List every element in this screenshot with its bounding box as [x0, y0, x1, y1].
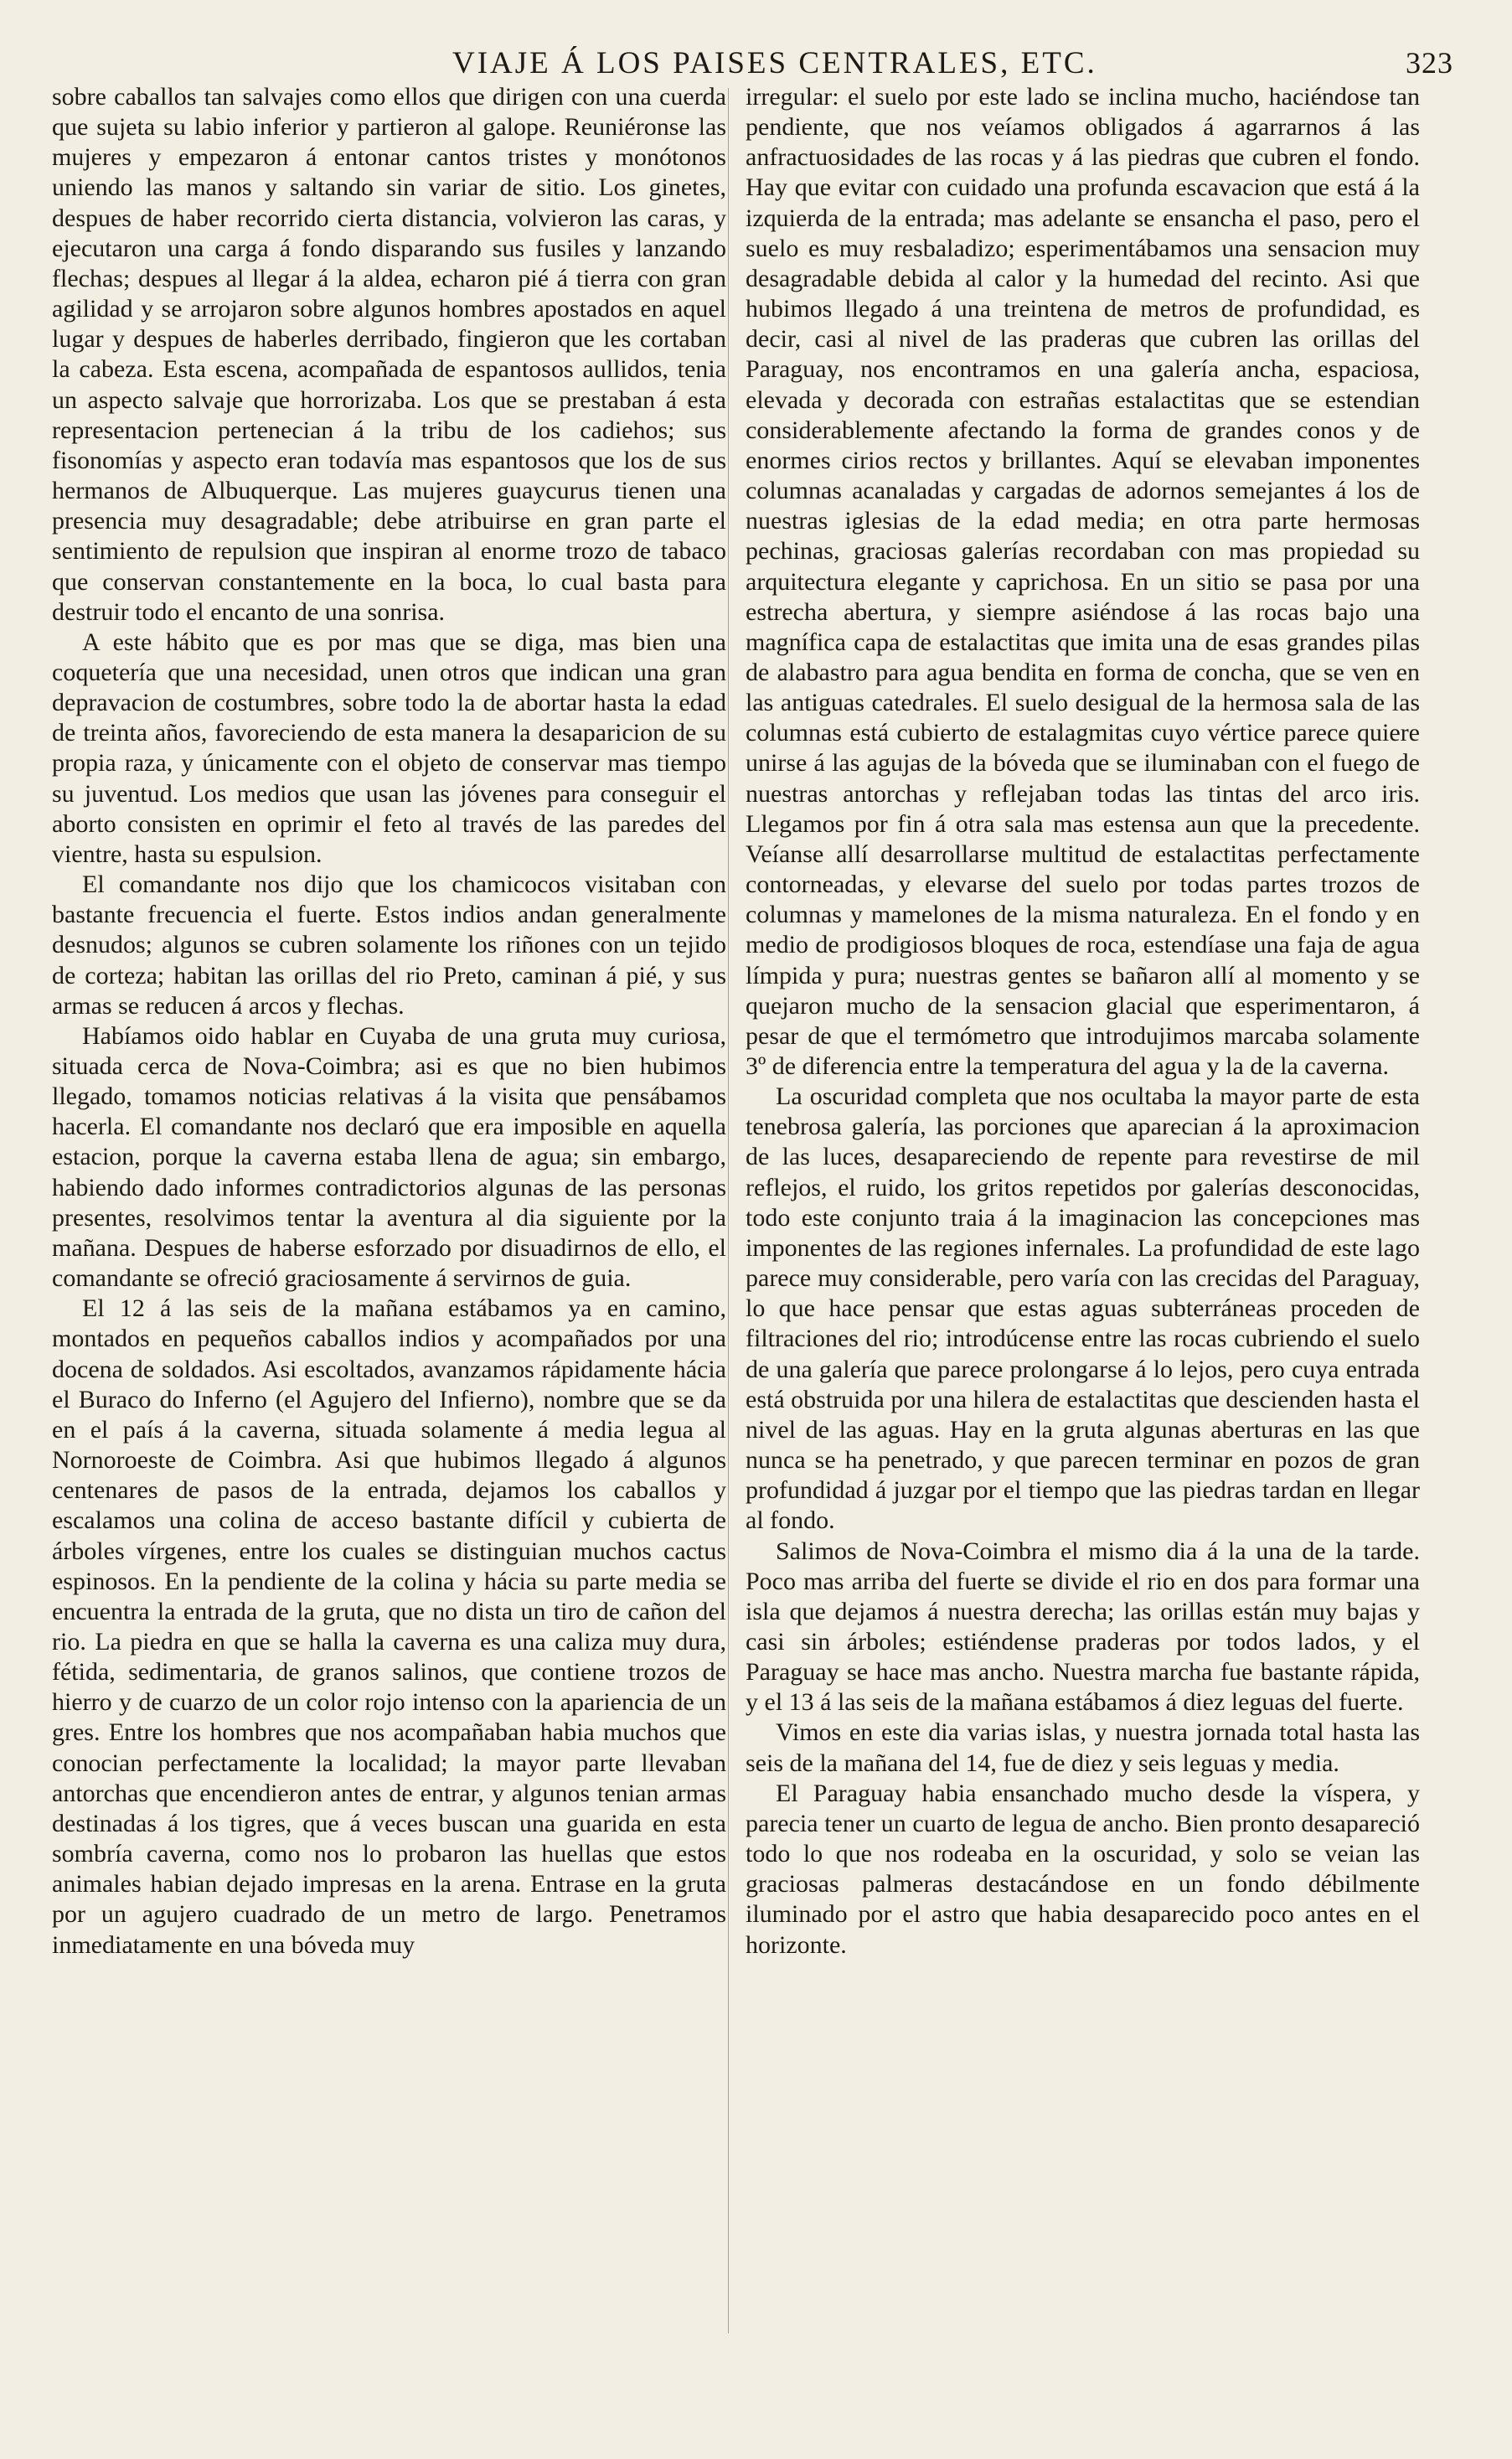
column-divider: [728, 88, 729, 2333]
running-head: [452, 44, 1453, 82]
paragraph: A este hábito que es por mas que se diga, mas bien una coquetería que una necesidad, unen otros que indican una gran depravacion de costumbres, sobre todo la de abortar hasta la edad de treinta años, favoreciendo de esta manera la desaparicion de su propia raza, y únicamente con el objeto de conservar mas tiempo su juventud. Los medios que usan las jóvenes para conseguir el aborto consisten en oprimir el feto al través de las paredes del vientre, hasta su espulsion.: [52, 628, 726, 868]
paragraph: La oscuridad completa que nos ocultaba la mayor parte de esta tenebrosa galería, las porciones que aparecian á la aproximacion de las luces, desapareciendo de repente para revestirse de mil reflejos, el ruido, los gritos repetidos por galerías desconocidas, todo este conjunto traia á la imaginacion las concepciones mas imponentes de las regiones infernales. La profundidad de este lago parece muy considerable, pero varía con las crecidas del Paraguay, lo que hace pensar que estas aguas subterráneas proceden de filtraciones del rio; introdúcense entre las rocas cubriendo el suelo de una galería que parece prolongarse á lo lejos, pero cuya entrada está obstruida por una hilera de estalactitas que descienden hasta el nivel de las aguas. Hay en la gruta algunas aberturas en las que nunca se ha penetrado, y que parecen terminar en pozos de gran profundidad á juzgar por el tiempo que las piedras tardan en llegar al fondo.: [746, 1082, 1420, 1535]
page-number: 323: [1406, 46, 1453, 80]
paragraph: sobre caballos tan salvajes como ellos que dirigen con una cuerda que sujeta su labio inferior y partieron al galope. Reuniéronse las mujeres y empezaron á entonar cantos tristes y monótonos uniendo las manos y saltando sin variar de sitio. Los ginetes, despues de haber recorrido cierta distancia, volvieron las caras, y ejecutaron una carga á fondo disparando sus fusiles y lanzando flechas; despues al llegar á la aldea, echaron pié á tierra con gran agilidad y se arrojaron sobre algunos hombres apostados en aquel lugar y despues de haberles derribado, fingieron que les cortaban la cabeza. Esta escena, acompañada de espantosos aullidos, tenia un aspecto salvaje que horrorizaba. Los que se prestaban á esta representacion pertenecian á la tribu de los cadiehos; sus fisonomías y aspecto eran todavía mas espantosos que los de sus hermanos de Albuquerque. Las mujeres guaycurus tienen una presencia muy desagradable; debe atribuirse en gran parte el sentimiento de repulsion que inspiran al enorme trozo de tabaco que conservan constantemente en la boca, lo cual basta para destruir todo el encanto de una sonrisa.: [52, 83, 726, 626]
left-column: [52, 82, 726, 2428]
paragraph: El comandante nos dijo que los chamicocos visitaban con bastante frecuencia el fuerte. Estos indios andan generalmente desnudos; algunos se cubren solamente los riñones con un tejido de corteza; habitan las orillas del rio Preto, caminan á pié, y sus armas se reducen á arcos y flechas.: [52, 870, 726, 1020]
right-column: [746, 82, 1420, 2428]
paragraph: irregular: el suelo por este lado se inclina mucho, haciéndose tan pendiente, que nos veíamos obligados á agarrarnos á las anfractuosidades de las rocas y á las piedras que cubren el fondo. Hay que evitar con cuidado una profunda escavacion que está á la izquierda de la entrada; mas adelante se ensancha el paso, pero el suelo es muy resbaladizo; esperimentábamos una sensacion muy desagradable debida al calor y la humedad del recinto. Asi que hubimos llegado á una treintena de metros de profundidad, es decir, casi al nivel de las praderas que cubren las orillas del Paraguay, nos encontramos en una galería ancha, espaciosa, elevada y decorada con estrañas estalactitas que se estendian considerablemente afectando la forma de grandes conos y de enormes cirios rectos y brillantes. Aquí se elevaban imponentes columnas acanaladas y cargadas de adornos semejantes á los de nuestras iglesias de la edad media; en otra parte hermosas pechinas, graciosas galerías recordaban con mas propiedad su arquitectura elegante y caprichosa. En un sitio se pasa por una estrecha abertura, y siempre asiéndose á las rocas bajo una magnífica capa de estalactitas que imita una de esas grandes pilas de alabastro para agua bendita en forma de concha, que se ven en las antiguas catedrales. El suelo desigual de la hermosa sala de las columnas está cubierto de estalagmitas cuyo vértice parece quiere unirse á las agujas de la bóveda que se iluminaban con el fuego de nuestras antorchas y reflejaban todas las tintas del arco iris. Llegamos por fin á otra sala mas estensa aun que la precedente. Veíanse allí desarrollarse multitud de estalactitas perfectamente contorneadas, y elevarse del suelo por todas partes trozos de columnas y mamelones de la misma naturaleza. En el fondo y en medio de prodigiosos bloques de roca, estendíase una faja de agua límpida y pura; nuestras gentes se bañaron allí al momento y se quejaron mucho de la sensacion glacial que esperimentaron, á pesar de que el termómetro que introdujimos marcaba solamente 3º de diferencia entre la temperatura del agua y la de la caverna.: [746, 83, 1420, 1080]
paragraph: Salimos de Nova-Coimbra el mismo dia á la una de la tarde. Poco mas arriba del fuerte se divide el rio en dos para formar una isla que dejamos á nuestra derecha; las orillas están muy bajas y casi sin árboles; estiéndense praderas por todos lados, y el Paraguay se hace mas ancho. Nuestra marcha fue bastante rápida, y el 13 á las seis de la mañana estábamos á diez leguas del fuerte.: [746, 1537, 1420, 1717]
paragraph: Vimos en este dia varias islas, y nuestra jornada total hasta las seis de la mañana del 14, fue de diez y seis leguas y media.: [746, 1718, 1420, 1777]
paragraph: El 12 á las seis de la mañana estábamos ya en camino, montados en pequeños caballos indios y acompañados por una docena de soldados. Asi escoltados, avanzamos rápidamente hácia el Buraco do Inferno (el Agujero del Infierno), nombre que se da en el país á la caverna, situada solamente á media legua al Nornoroeste de Coimbra. Asi que hubimos llegado á algunos centenares de pasos de la entrada, dejamos los caballos y escalamos una colina de acceso bastante difícil y cubierta de árboles vírgenes, entre los cuales se distinguian muchos cactus espinosos. En la pendiente de la colina y hácia su parte media se encuentra la entrada de la gruta, que no dista un tiro de cañon del rio. La piedra en que se halla la caverna es una caliza muy dura, fétida, sedimentaria, de granos salinos, que contiene trozos de hierro y de cuarzo de un color rojo intenso con la apariencia de un gres. Entre los hombres que nos acompañaban habia muchos que conocian perfectamente la localidad; la mayor parte llevaban antorchas que encendieron antes de entrar, y algunos tenian armas destinadas á los tigres, que á veces buscan una guarida en esta sombría caverna, como nos lo probaron las huellas que estos animales habian dejado impresas en la arena. Entrase en la gruta por un agujero cuadrado de un metro de largo. Penetramos inmediatamente en una bóveda muy: [52, 1294, 726, 1959]
paragraph: Habíamos oido hablar en Cuyaba de una gruta muy curiosa, situada cerca de Nova-Coimbra; asi es que no bien hubimos llegado, tomamos noticias relativas á la visita que pensábamos hacerla. El comandante nos declaró que era imposible en aquella estacion, porque la caverna estaba llena de agua; sin embargo, habiendo dado informes contradictorios algunas de las personas presentes, resolvimos tentar la aventura al dia siguiente por la mañana. Despues de haberse esforzado por disuadirnos de ello, el comandante se ofreció graciosamente á servirnos de guia.: [52, 1021, 726, 1293]
paragraph: El Paraguay habia ensanchado mucho desde la víspera, y parecia tener un cuarto de legua de ancho. Bien pronto desapareció todo lo que nos rodeaba en la oscuridad, y solo se veian las graciosas palmeras destacándose en un fondo débilmente iluminado por el astro que habia desaparecido poco antes en el horizonte.: [746, 1779, 1420, 1959]
running-title: VIAJE Á LOS PAISES CENTRALES, ETC.: [452, 45, 1097, 80]
